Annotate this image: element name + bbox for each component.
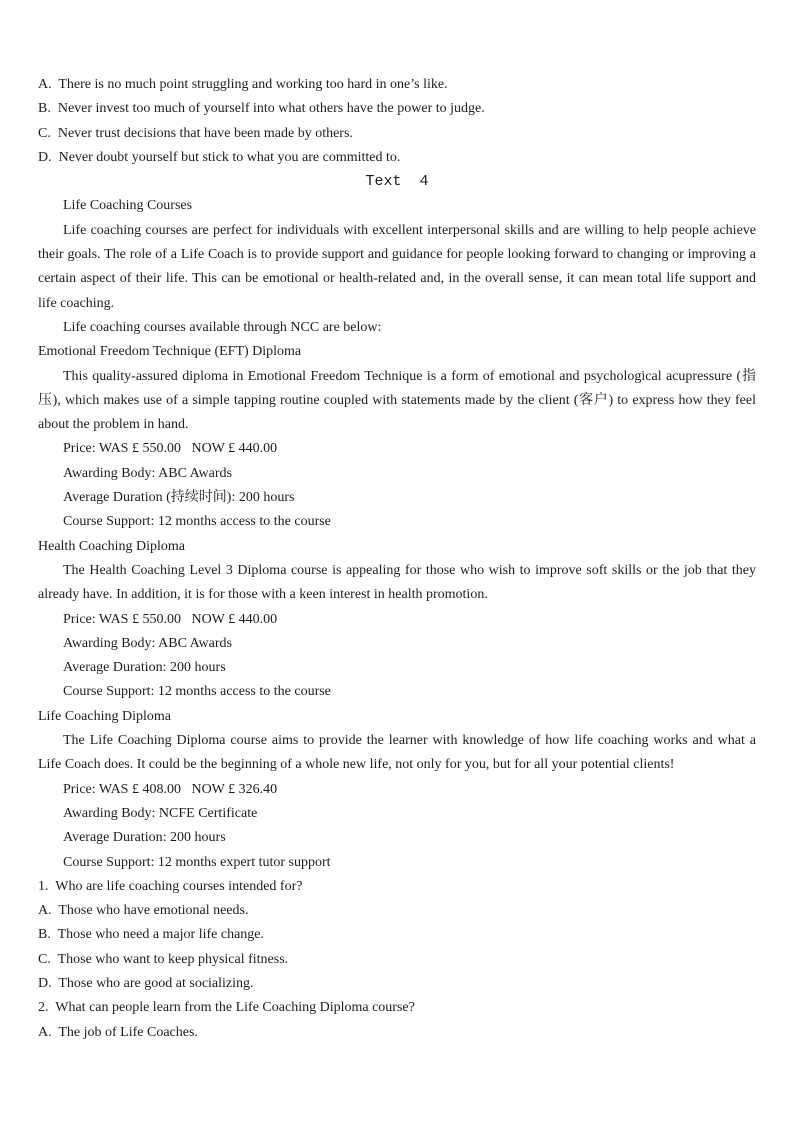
course3-awarding-body: Awarding Body: NCFE Certificate	[63, 805, 258, 821]
q2-option-a: A. The job of Life Coaches.	[38, 1024, 198, 1040]
course3-price: Price: WAS £ 408.00 NOW £ 326.40	[63, 781, 278, 797]
course2-awarding-body: Awarding Body: ABC Awards	[63, 635, 232, 651]
intro-para-line3: certain aspect of their life. This can be emotional or health-related and, in the overall sense, it can mean total life support and	[38, 271, 756, 287]
prev-question-option-a: A. There is no much point struggling and working too hard in one’s like.	[38, 77, 448, 92]
courses-available-line: Life coaching courses available through NCC are below:	[63, 319, 382, 335]
course2-duration: Average Duration: 200 hours	[63, 660, 226, 676]
course1-desc-line2: 压), which makes use of a simple tapping routine coupled with statements made by the client (客户) to express how they feel	[38, 392, 756, 408]
course3-duration: Average Duration: 200 hours	[63, 830, 226, 846]
course2-price: Price: WAS £ 550.00 NOW £ 440.00	[63, 611, 278, 627]
course1-desc-line3: about the problem in hand.	[38, 417, 189, 433]
document-text-lines	[38, 73, 756, 1045]
course2-desc-line2: already have. In addition, it is for those with a keen interest in health promotion.	[38, 587, 488, 603]
course1-heading: Emotional Freedom Technique (EFT) Diploma	[38, 344, 302, 360]
course3-desc-line1: The Life Coaching Diploma course aims to provide the learner with knowledge of how life coaching works and what a	[63, 733, 756, 749]
course2-heading: Health Coaching Diploma	[38, 538, 185, 554]
question-1: 1. Who are life coaching courses intended for?	[38, 878, 303, 894]
q1-option-b: B. Those who need a major life change.	[38, 927, 265, 943]
q1-option-c: C. Those who want to keep physical fitness.	[38, 951, 289, 967]
course1-awarding-body: Awarding Body: ABC Awards	[63, 465, 232, 481]
course3-desc-line2: Life Coach does. It could be the beginning of a whole new life, not only for you, but for all your potential clients!	[38, 757, 675, 773]
prev-question-option-d: D. Never doubt yourself but stick to what you are committed to.	[38, 149, 401, 165]
passage-title: Life Coaching Courses	[63, 198, 193, 214]
prev-question-option-b: B. Never invest too much of yourself into what others have the power to judge.	[38, 101, 485, 117]
course1-price: Price: WAS £ 550.00 NOW £ 440.00	[63, 441, 278, 457]
course2-support: Course Support: 12 months access to the course	[63, 684, 331, 700]
course2-desc-line1: The Health Coaching Level 3 Diploma course is appealing for those who wish to improve soft skills or the job that they	[63, 562, 756, 578]
question-2: 2. What can people learn from the Life Coaching Diploma course?	[38, 1000, 415, 1016]
section-heading-text4: Text 4	[365, 173, 429, 191]
course3-heading: Life Coaching Diploma	[38, 708, 171, 724]
course1-support: Course Support: 12 months access to the course	[63, 514, 331, 530]
course3-support: Course Support: 12 months expert tutor support	[63, 854, 331, 870]
intro-para-line4: life coaching.	[38, 295, 115, 311]
q1-option-a: A. Those who have emotional needs.	[38, 903, 249, 919]
q1-option-d: D. Those who are good at socializing.	[38, 975, 254, 991]
intro-para-line2: their goals. The role of a Life Coach is to provide support and guidance for people looking forward to changing or improving a	[38, 247, 756, 263]
prev-question-option-c: C. Never trust decisions that have been made by others.	[38, 125, 353, 141]
intro-para-line1: Life coaching courses are perfect for individuals with excellent interpersonal skills and are willing to help people achieve	[63, 222, 756, 238]
course1-duration: Average Duration (持续时间): 200 hours	[63, 490, 295, 506]
course1-desc-line1: This quality-assured diploma in Emotional Freedom Technique is a form of emotional and psychological acupressure (指	[63, 368, 756, 384]
